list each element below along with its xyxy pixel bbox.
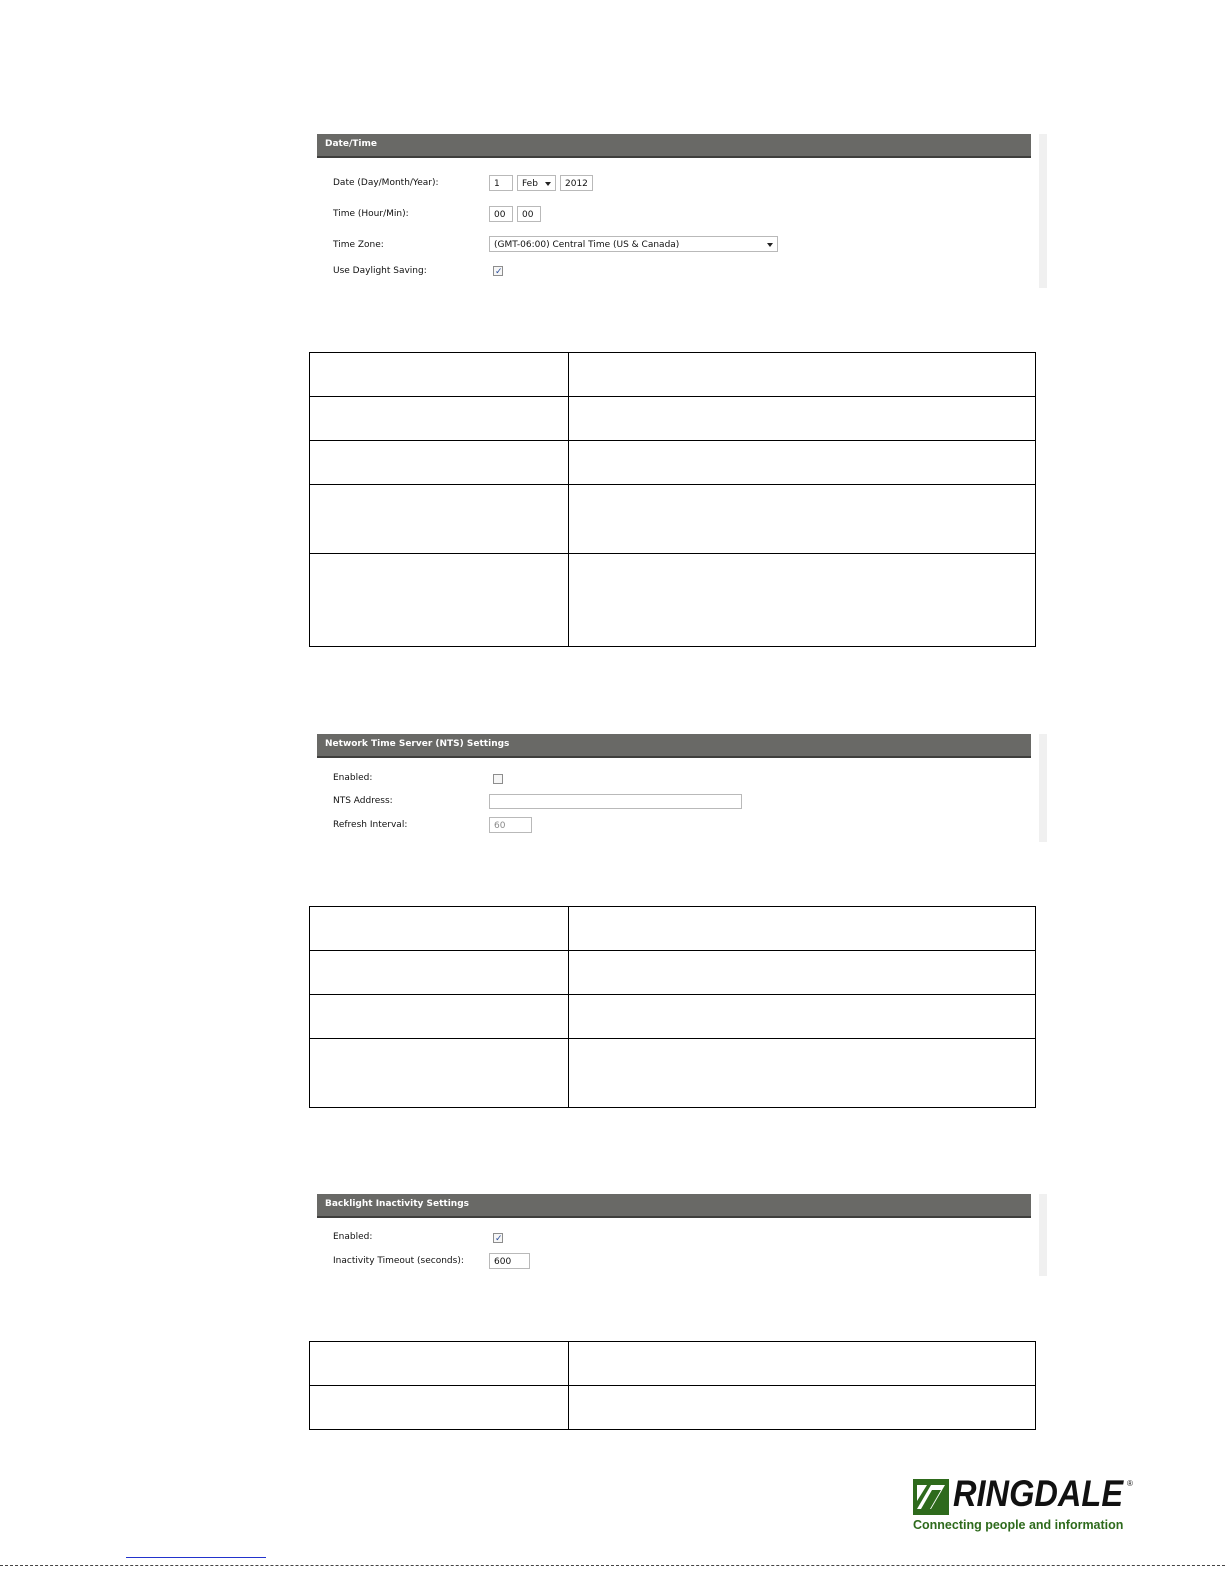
table-cell bbox=[310, 1386, 569, 1430]
table-cell bbox=[310, 441, 569, 485]
table-row bbox=[310, 441, 1036, 485]
table-cell bbox=[569, 907, 1036, 951]
logo-wordmark: RINGDALE bbox=[953, 1473, 1124, 1514]
backlight-enabled-label: Enabled: bbox=[333, 1232, 373, 1242]
nts-panel-title: Network Time Server (NTS) Settings bbox=[317, 734, 1031, 758]
table-cell bbox=[569, 485, 1036, 554]
table-cell bbox=[310, 397, 569, 441]
datetime-panel-title: Date/Time bbox=[317, 134, 1031, 158]
nts-address-input[interactable] bbox=[489, 794, 742, 809]
refresh-interval-label: Refresh Interval: bbox=[333, 820, 408, 830]
table-row bbox=[310, 1039, 1036, 1108]
table-cell bbox=[569, 441, 1036, 485]
table-cell bbox=[569, 995, 1036, 1039]
table-row bbox=[310, 1342, 1036, 1386]
timezone-label: Time Zone: bbox=[333, 240, 384, 250]
timezone-select-value: (GMT-06:00) Central Time (US & Canada) bbox=[494, 240, 680, 250]
table-cell bbox=[310, 353, 569, 397]
check-icon: ✓ bbox=[495, 266, 503, 276]
nts-panel bbox=[317, 734, 1047, 842]
panel-scroll-rail[interactable] bbox=[1039, 134, 1047, 288]
table-cell bbox=[310, 951, 569, 995]
inactivity-timeout-input[interactable]: 600 bbox=[489, 1253, 530, 1269]
nts-address-label: NTS Address: bbox=[333, 796, 393, 806]
backlight-panel bbox=[317, 1194, 1047, 1276]
refresh-interval-input[interactable]: 60 bbox=[489, 817, 532, 833]
check-icon: ✓ bbox=[495, 1233, 503, 1243]
ringdale-logo bbox=[913, 1473, 1135, 1535]
time-label: Time (Hour/Min): bbox=[333, 209, 409, 219]
backlight-panel-title: Backlight Inactivity Settings bbox=[317, 1194, 1031, 1218]
chevron-down-icon bbox=[767, 243, 773, 247]
registered-mark: ® bbox=[1127, 1479, 1133, 1488]
panel-scroll-rail[interactable] bbox=[1039, 1194, 1047, 1276]
nts-enabled-checkbox[interactable] bbox=[493, 774, 503, 784]
page-break-line bbox=[0, 1565, 1225, 1566]
dst-checkbox[interactable] bbox=[493, 266, 503, 276]
table-cell bbox=[310, 554, 569, 647]
footer-link-underline bbox=[126, 1557, 266, 1558]
chevron-down-icon bbox=[545, 182, 551, 186]
table-row bbox=[310, 397, 1036, 441]
inactivity-timeout-label: Inactivity Timeout (seconds): bbox=[333, 1256, 464, 1266]
table-cell bbox=[569, 1386, 1036, 1430]
logo-tagline: Connecting people and information bbox=[913, 1518, 1124, 1532]
table-cell bbox=[310, 1039, 569, 1108]
table-row bbox=[310, 1386, 1036, 1430]
table-row bbox=[310, 995, 1036, 1039]
table-cell bbox=[569, 397, 1036, 441]
datetime-description-table bbox=[309, 352, 1036, 647]
dst-label: Use Daylight Saving: bbox=[333, 266, 427, 276]
table-cell bbox=[569, 951, 1036, 995]
table-cell bbox=[569, 554, 1036, 647]
table-cell bbox=[310, 485, 569, 554]
day-input[interactable]: 1 bbox=[489, 175, 513, 191]
minute-input[interactable]: 00 bbox=[517, 206, 541, 222]
nts-description-table bbox=[309, 906, 1036, 1108]
table-cell bbox=[569, 1342, 1036, 1386]
datetime-panel bbox=[317, 134, 1047, 288]
year-input[interactable]: 2012 bbox=[560, 175, 593, 191]
table-row bbox=[310, 554, 1036, 647]
month-select[interactable] bbox=[517, 175, 556, 191]
timezone-select[interactable] bbox=[489, 236, 778, 252]
table-cell bbox=[310, 1342, 569, 1386]
hour-input[interactable]: 00 bbox=[489, 206, 513, 222]
table-row bbox=[310, 907, 1036, 951]
ringdale-mark-icon bbox=[913, 1479, 949, 1515]
table-cell bbox=[569, 353, 1036, 397]
backlight-description-table bbox=[309, 1341, 1036, 1430]
panel-scroll-rail[interactable] bbox=[1039, 734, 1047, 842]
table-cell bbox=[310, 995, 569, 1039]
month-select-value: Feb bbox=[522, 179, 538, 189]
table-row bbox=[310, 485, 1036, 554]
table-row bbox=[310, 951, 1036, 995]
table-cell bbox=[310, 907, 569, 951]
nts-enabled-label: Enabled: bbox=[333, 773, 373, 783]
table-cell bbox=[569, 1039, 1036, 1108]
backlight-enabled-checkbox[interactable] bbox=[493, 1233, 503, 1243]
table-row bbox=[310, 353, 1036, 397]
date-label: Date (Day/Month/Year): bbox=[333, 178, 439, 188]
